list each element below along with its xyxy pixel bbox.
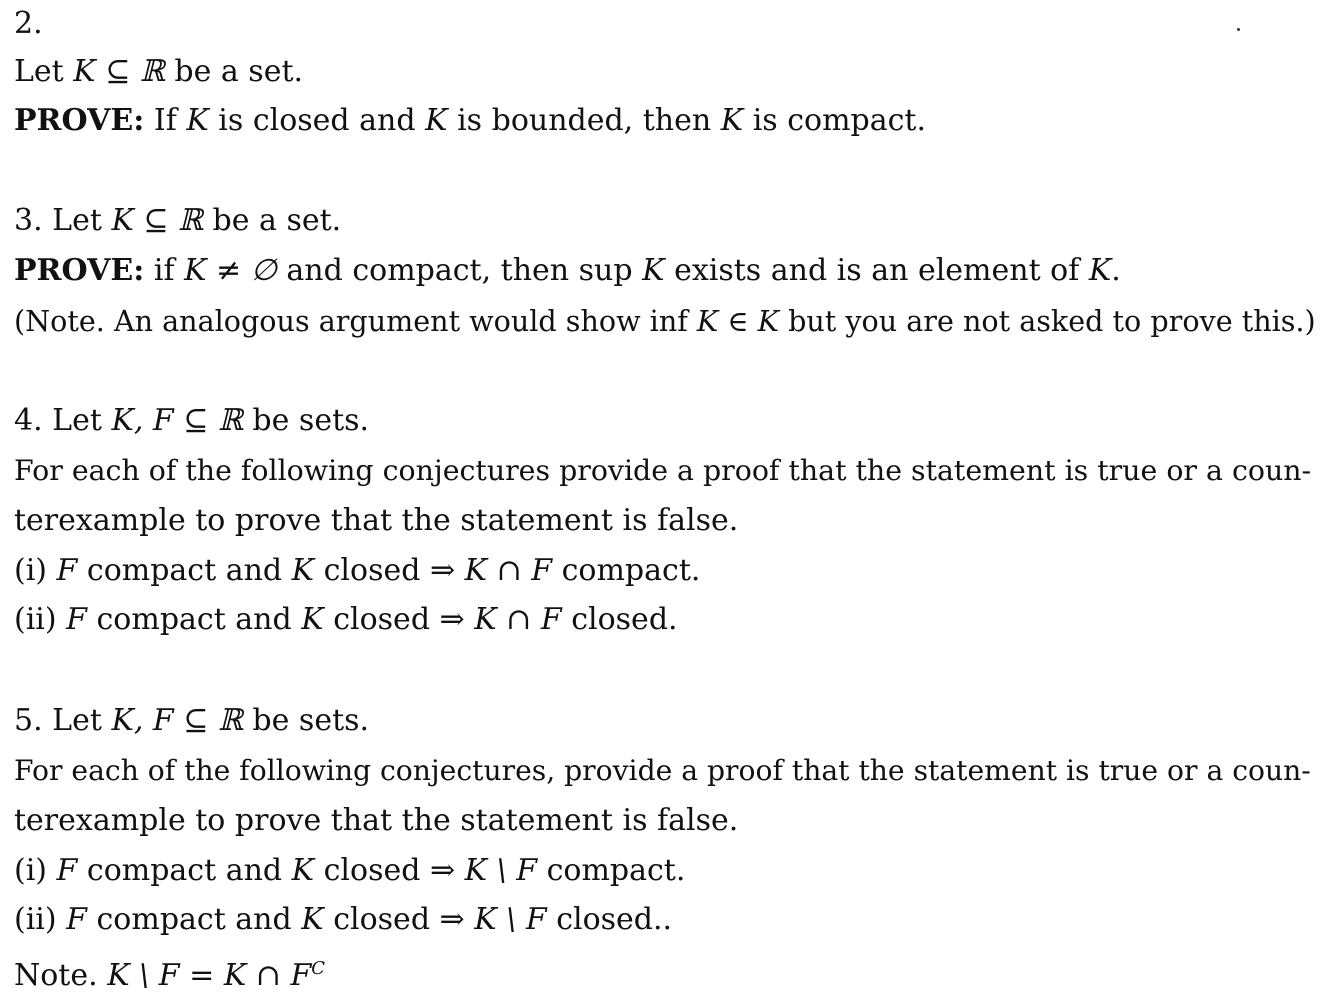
problem-5-instructions-1: For each of the following conjectures, provide a proof that the statement is true or a coun- <box>14 754 1311 787</box>
problem-5-statement: 5. Let K, F ⊆ ℝ be sets. <box>14 703 370 738</box>
problem-4-part-i: (i) F compact and K closed ⇒ K ∩ F compact. <box>14 553 701 588</box>
problem-2-statement: Let K ⊆ ℝ be a set. <box>14 54 304 89</box>
problem-5-note: Note. K \ F = K ∩ $F^C$ <box>14 958 326 993</box>
problem-3-statement: 3. Let K ⊆ ℝ be a set. <box>14 203 342 238</box>
problem-5-instructions-2: terexample to prove that the statement is false. <box>14 803 739 838</box>
scan-dot <box>1237 28 1240 31</box>
problem-4-instructions-2: terexample to prove that the statement is false. <box>14 503 739 538</box>
problem-3-prove: PROVE: if K ≠ ∅ and compact, then sup K exists and is an element of K. <box>14 253 1121 288</box>
problem-5-part-ii: (ii) F compact and K closed ⇒ K \ F closed.. <box>14 902 673 937</box>
problem-4-instructions-1: For each of the following conjectures provide a proof that the statement is true or a coun- <box>14 454 1312 487</box>
problem-5-part-i: (i) F compact and K closed ⇒ K \ F compact. <box>14 853 686 888</box>
problem-4-part-ii: (ii) F compact and K closed ⇒ K ∩ F closed. <box>14 602 678 637</box>
problem-3-note: (Note. An analogous argument would show inf K ∈ K but you are not asked to prove this.) <box>14 304 1316 338</box>
problem-2-number: 2. <box>14 6 43 41</box>
problem-2-prove: PROVE: If K is closed and K is bounded, then K is compact. <box>14 103 927 138</box>
prove-label: PROVE: <box>14 103 145 138</box>
problem-4-statement: 4. Let K, F ⊆ ℝ be sets. <box>14 403 370 438</box>
prove-label: PROVE: <box>14 253 145 288</box>
